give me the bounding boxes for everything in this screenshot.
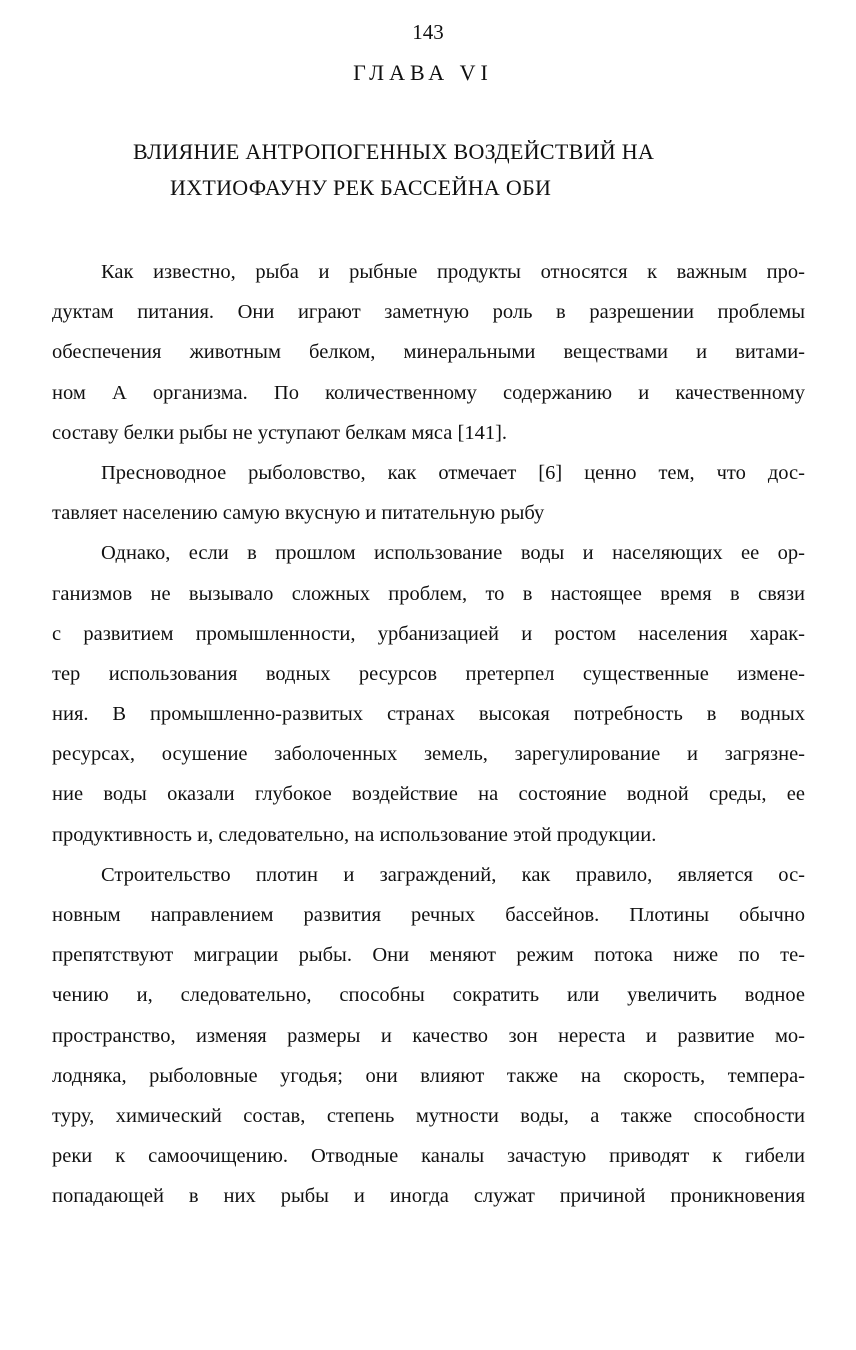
text-line: Строительство плотин и заграждений, как правило, является ос- — [101, 863, 805, 886]
paragraph — [52, 855, 805, 1217]
text-line: с развитием промышленности, урбанизацией и ростом населения харак- — [52, 622, 805, 645]
text-line: пространство, изменяя размеры и качество зон нереста и развитие мо- — [52, 1024, 805, 1047]
text-line: ганизмов не вызывало сложных проблем, то в настоящее время в связи — [52, 582, 805, 605]
text-line: тер использования водных ресурсов претерпел существенные измене- — [52, 662, 805, 685]
text-line: продуктивность и, следовательно, на использование этой продукции. — [52, 823, 657, 846]
body-text — [52, 252, 805, 1217]
text-line: попадающей в них рыбы и иногда служат причиной проникновения — [52, 1185, 805, 1208]
chapter-label: ГЛАВА VI — [353, 60, 493, 85]
text-line: реки к самоочищению. Отводные каналы зачастую приводят к гибели — [52, 1145, 805, 1168]
page-number: 143 — [412, 20, 444, 44]
text-line: ния. В промышленно-развитых странах высокая потребность в водных — [52, 703, 805, 726]
chapter-title-line-2: ИХТИОФАУНУ РЕК БАССЕЙНА ОБИ — [170, 175, 552, 200]
text-line: дуктам питания. Они играют заметную роль в разрешении проблемы — [52, 301, 805, 324]
text-line: обеспечения животным белком, минеральными веществами и витами- — [52, 341, 805, 364]
text-line: туру, химический состав, степень мутности воды, а также способности — [52, 1104, 805, 1127]
text-line: ние воды оказали глубокое воздействие на состояние водной среды, ее — [52, 783, 805, 806]
paragraph — [52, 533, 805, 855]
paragraph — [52, 252, 805, 453]
text-line: новным направлением развития речных бассейнов. Плотины обычно — [52, 904, 805, 926]
text-line: ном А организма. По количественному содержанию и качественному — [52, 381, 805, 404]
text-line: препятствуют миграции рыбы. Они меняют режим потока ниже по те- — [52, 944, 805, 967]
chapter-title-line-1: ВЛИЯНИЕ АНТРОПОГЕННЫХ ВОЗДЕЙСТВИЙ НА — [133, 139, 655, 164]
text-line: Однако, если в прошлом использование воды и населяющих ее ор- — [101, 542, 805, 565]
text-line: чению и, следовательно, способны сократить или увеличить водное — [52, 984, 805, 1007]
paragraph — [52, 453, 805, 533]
text-line: тавляет населению самую вкусную и питательную рыбу — [52, 502, 545, 525]
text-line: составу белки рыбы не уступают белкам мяса [141]. — [52, 421, 508, 444]
text-line: Пресноводное рыболовство, как отмечает [6] ценно тем, что дос- — [101, 461, 805, 484]
text-line: Как известно, рыба и рыбные продукты относятся к важным про- — [101, 261, 805, 283]
text-line: лодняка, рыболовные угодья; они влияют также на скорость, темпера- — [52, 1064, 805, 1087]
text-line: ресурсах, осушение заболоченных земель, зарегулирование и загрязне- — [52, 743, 805, 766]
